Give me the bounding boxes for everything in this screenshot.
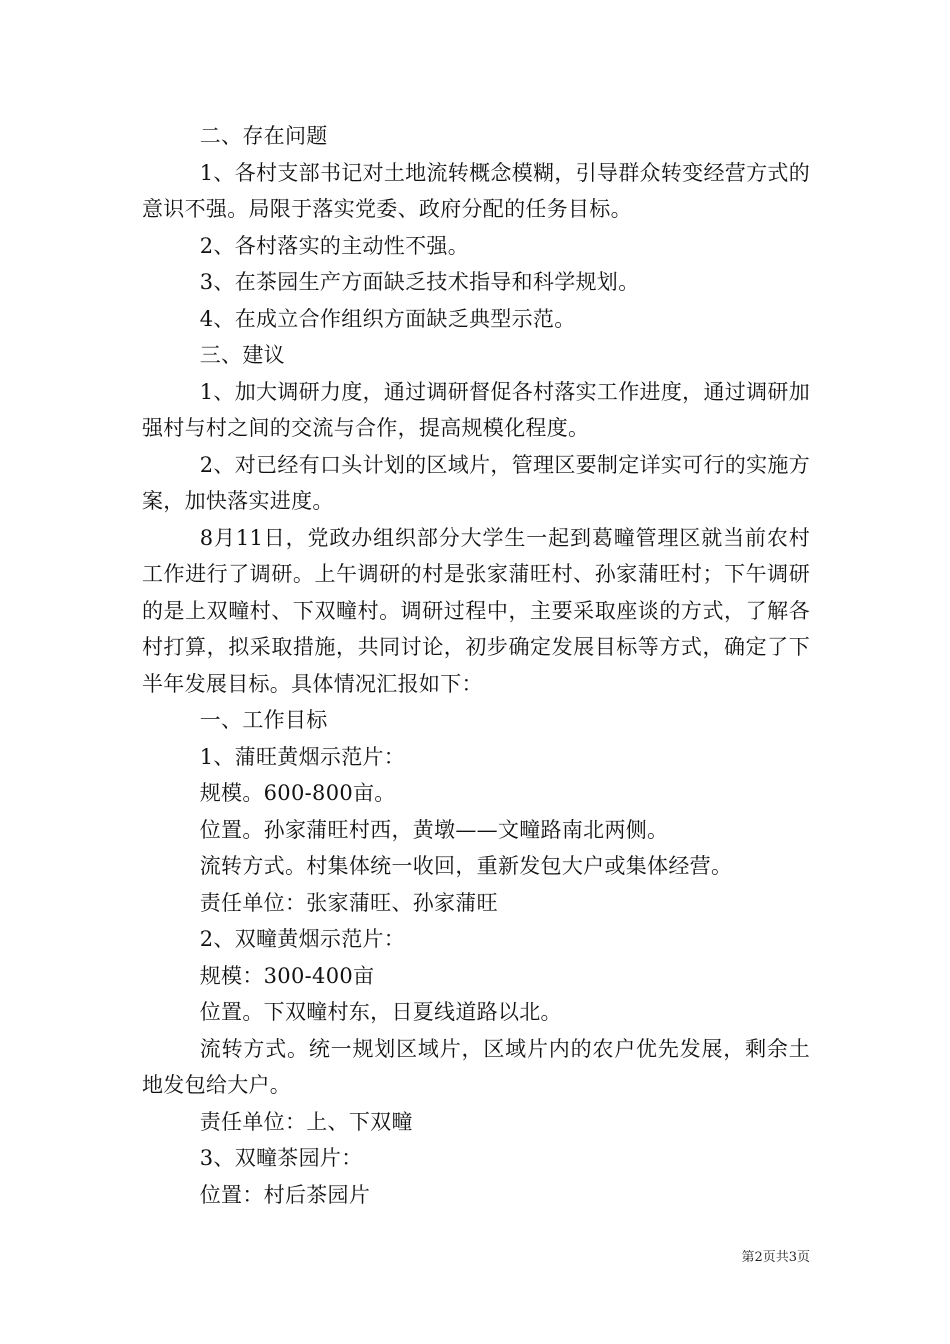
- paragraph-problem-1: 1、各村支部书记对土地流转概念模糊，引导群众转变经营方式的意识不强。局限于落实党委、政府分配的任务目标。: [142, 160, 810, 221]
- item-puwang-responsible: 责任单位：张家蒲旺、孙家蒲旺: [199, 890, 498, 915]
- item-shuangtuan-responsible: 责任单位：上、下双疃: [199, 1109, 413, 1134]
- item-puwang-transfer: 流转方式。村集体统一收回，重新发包大户或集体经营。: [199, 854, 733, 878]
- item-puwang-location: 位置。孙家蒲旺村西，黄墩——文疃路南北两侧。: [199, 817, 669, 842]
- item-shuangtuan-location: 位置。下双疃村东，日夏线道路以北。: [199, 1000, 562, 1024]
- heading-suggestions: 三、建议: [199, 343, 285, 367]
- heading-problems: 二、存在问题: [199, 124, 328, 148]
- item-shuangtuan-transfer: 流转方式。统一规划区域片，区域片内的农户优先发展，剩余土地发包给大户。: [142, 1036, 810, 1097]
- paragraph-problem-2: 2、各村落实的主动性不强。: [199, 233, 470, 258]
- heading-work-goals: 一、工作目标: [199, 708, 328, 732]
- paragraph-problem-4: 4、在成立合作组织方面缺乏典型示范。: [199, 306, 576, 331]
- paragraph-survey-report: 8月11日，党政办组织部分大学生一起到葛疃管理区就当前农村工作进行了调研。上午调研的村是张家蒲旺村、孙家蒲旺村；下午调研的是上双疃村、下双疃村。调研过程中，主要采取座谈的方式，了解各村打算，拟采取措施，共同讨论，初步确定发展目标等方式，确定了下半年发展目标。具体情况汇报如下：: [142, 525, 810, 696]
- paragraph-suggestion-2: 2、对已经有口头计划的区域片，管理区要制定详实可行的实施方案，加快落实进度。: [142, 452, 810, 513]
- paragraph-problem-3: 3、在茶园生产方面缺乏技术指导和科学规划。: [199, 270, 640, 294]
- item-tea-garden: 3、双疃茶园片：: [199, 1146, 363, 1170]
- document-body: [142, 118, 810, 1213]
- paragraph-suggestion-1: 1、加大调研力度，通过调研督促各村落实工作进度，通过调研加强村与村之间的交流与合作，提高规模化程度。: [142, 379, 810, 440]
- page-number-footer: 第2页共3页: [741, 1250, 810, 1265]
- item-shuangtuan-scale: 规模：300-400亩: [199, 963, 375, 988]
- item-shuangtuan-tobacco: 2、双疃黄烟示范片：: [199, 927, 406, 951]
- item-puwang-scale: 规模。600-800亩。: [199, 781, 396, 805]
- item-puwang-tobacco: 1、蒲旺黄烟示范片：: [199, 744, 406, 769]
- item-tea-garden-location: 位置：村后茶园片: [199, 1182, 371, 1207]
